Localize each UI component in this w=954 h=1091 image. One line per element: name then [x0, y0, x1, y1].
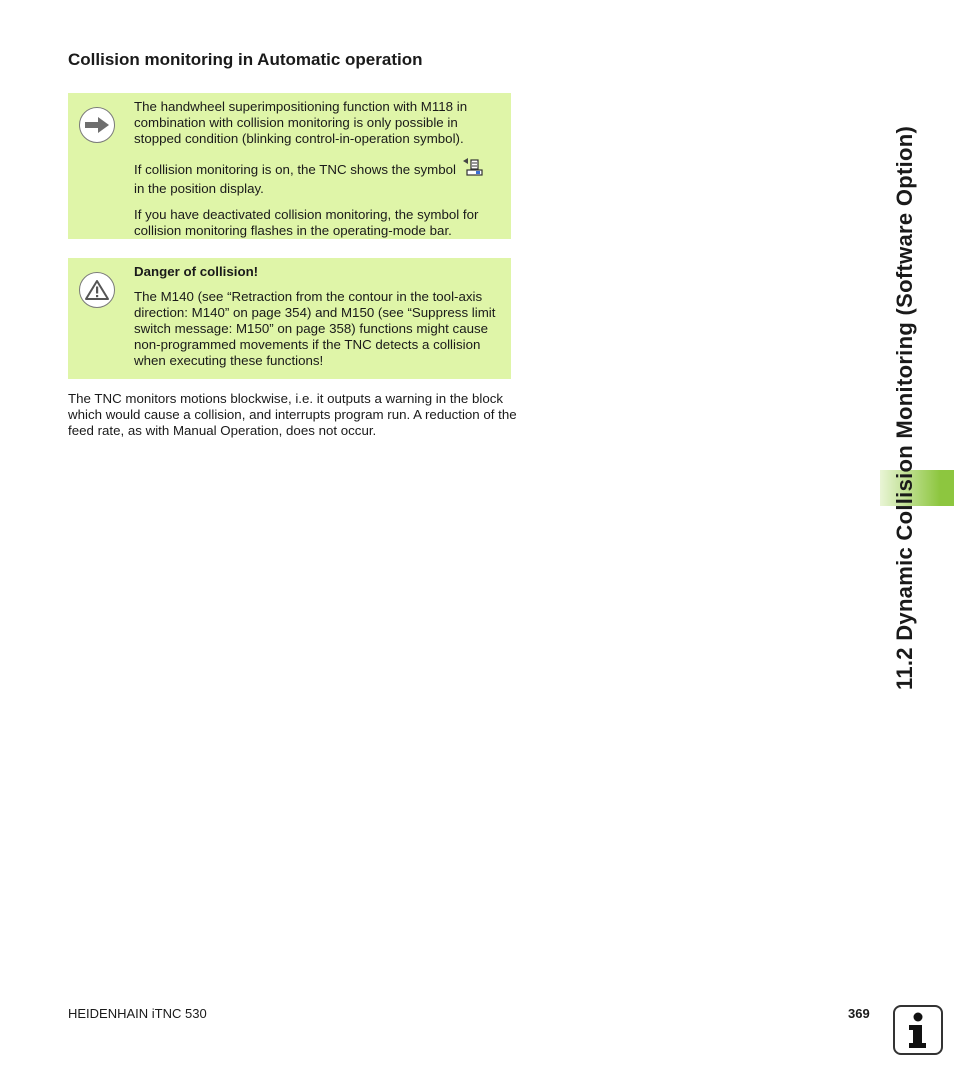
info-note-paragraph: If you have deactivated collision monitoring, the symbol for collision monitoring flashes in the operating-mode bar. — [134, 207, 479, 238]
page-number: 369 — [848, 1006, 870, 1021]
info-icon — [893, 1005, 943, 1055]
warning-title: Danger of collision! — [134, 264, 259, 279]
chapter-side-title: 11.2 Dynamic Collision Monitoring (Software Option) — [892, 125, 917, 690]
info-note-text — [134, 99, 506, 249]
warning-note — [68, 258, 511, 379]
arrow-right-icon — [79, 107, 115, 143]
info-note-paragraph-symbol — [134, 157, 506, 197]
collision-monitoring-symbol-icon — [462, 157, 484, 181]
body-paragraph: The TNC monitors motions blockwise, i.e. it outputs a warning in the block which would cause a collision, and interrupts program run. A reduction of the feed rate, as with Manual Operation, does not occur. — [68, 391, 517, 438]
warning-triangle-icon — [79, 272, 115, 308]
info-note-paragraph: The handwheel superimpositioning function with M118 in combination with collision monitoring is only possible in stopped condition (blinking control-in-operation symbol). — [134, 99, 468, 146]
info-note — [68, 93, 511, 239]
section-heading: Collision monitoring in Automatic operation — [68, 50, 423, 69]
warning-paragraph: The M140 (see “Retraction from the contour in the tool-axis direction: M140” on page 354) and M150 (see “Suppress limit switch message: M150” on page 358) functions might cause non-programmed movements if the TNC detects a collision when executing these functions! — [134, 289, 496, 368]
symbol-sentence: If collision monitoring is on, the TNC shows the symbol — [134, 162, 456, 177]
footer-manual-name: HEIDENHAIN iTNC 530 — [68, 1006, 207, 1021]
symbol-sentence-end: in the position display. — [134, 181, 264, 196]
warning-note-text — [134, 264, 506, 379]
